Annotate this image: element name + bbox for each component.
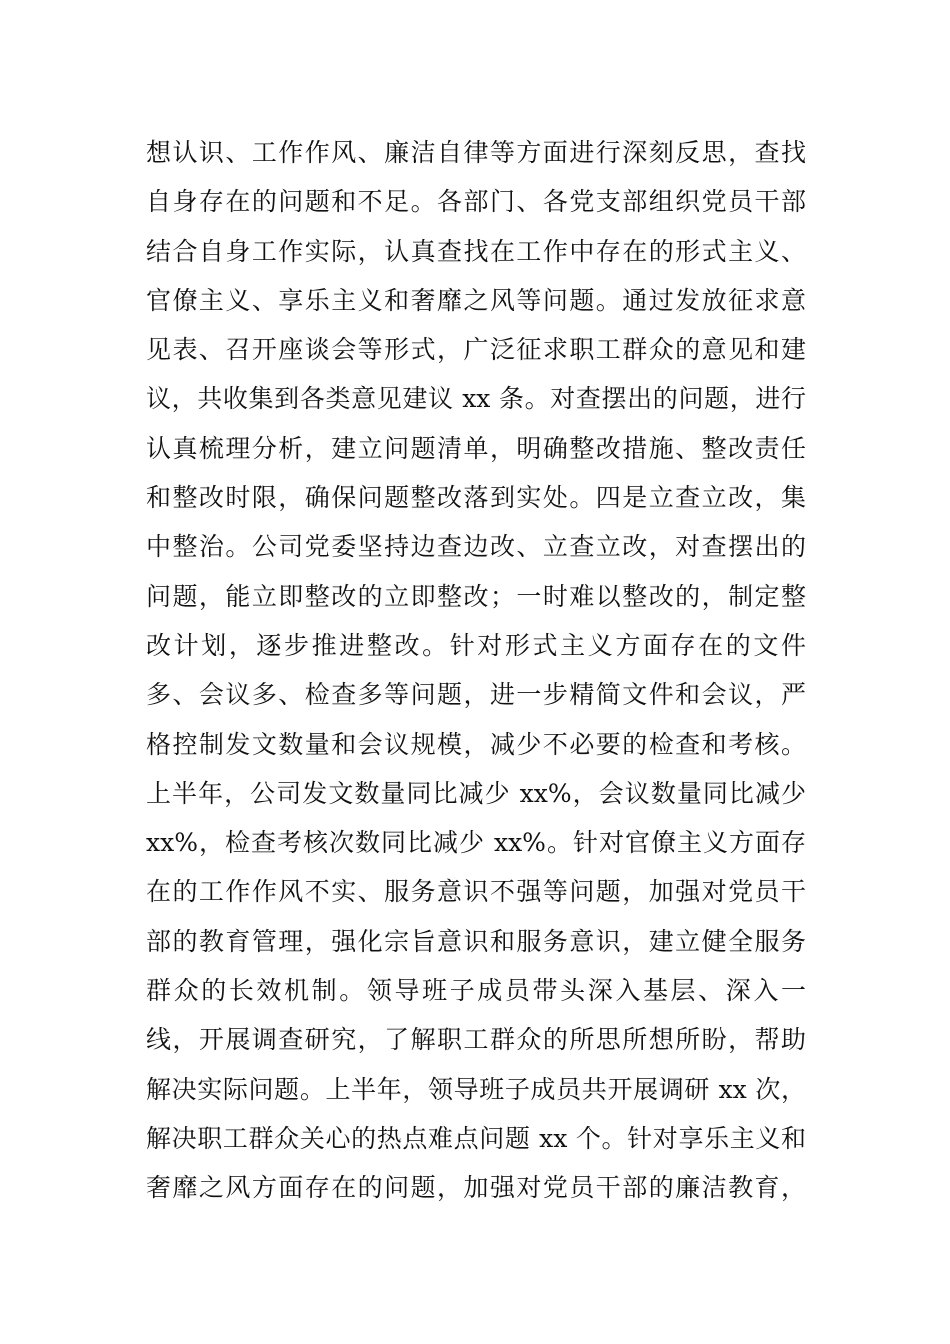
text-line: 群众的长效机制。领导班子成员带头深入基层、深入一	[146, 976, 806, 1006]
text-line: 见表、召开座谈会等形式，广泛征求职工群众的意见和建	[146, 335, 806, 365]
text-line: 和整改时限，确保问题整改落到实处。四是立查立改，集	[146, 483, 806, 513]
text-line: 自身存在的问题和不足。各部门、各党支部组织党员干部	[146, 187, 806, 217]
text-line: 结合自身工作实际，认真查找在工作中存在的形式主义、	[146, 236, 806, 266]
text-line: 上半年，公司发文数量同比减少 xx%，会议数量同比减少	[146, 778, 806, 808]
text-line: 议，共收集到各类意见建议 xx 条。对查摆出的问题，进行	[146, 384, 806, 414]
text-line: 问题，能立即整改的立即整改；一时难以整改的，制定整	[146, 581, 806, 611]
text-line: 想认识、工作作风、廉洁自律等方面进行深刻反思，查找	[146, 138, 806, 167]
text-line: xx%，检查考核次数同比减少 xx%。针对官僚主义方面存	[146, 828, 806, 858]
text-line: 解决实际问题。上半年，领导班子成员共开展调研 xx 次，	[146, 1074, 806, 1104]
text-line: 中整治。公司党委坚持边查边改、立查立改，对查摆出的	[146, 532, 806, 562]
text-line: 认真梳理分析，建立问题清单，明确整改措施、整改责任	[146, 433, 806, 463]
text-line: 在的工作作风不实、服务意识不强等问题，加强对党员干	[146, 877, 806, 907]
text-line: 官僚主义、享乐主义和奢靡之风等问题。通过发放征求意	[146, 285, 806, 315]
text-line: 多、会议多、检查多等问题，进一步精简文件和会议，严	[146, 680, 806, 710]
body-text	[146, 128, 806, 1213]
text-line: 线，开展调查研究，了解职工群众的所思所想所盼，帮助	[146, 1025, 806, 1055]
text-line: 改计划，逐步推进整改。针对形式主义方面存在的文件	[146, 630, 806, 660]
text-line: 格控制发文数量和会议规模，减少不必要的检查和考核。	[146, 729, 806, 759]
text-line: 部的教育管理，强化宗旨意识和服务意识，建立健全服务	[146, 926, 806, 956]
text-line: 奢靡之风方面存在的问题，加强对党员干部的廉洁教育，	[146, 1173, 806, 1203]
text-line: 解决职工群众关心的热点难点问题 xx 个。针对享乐主义和	[146, 1123, 806, 1153]
